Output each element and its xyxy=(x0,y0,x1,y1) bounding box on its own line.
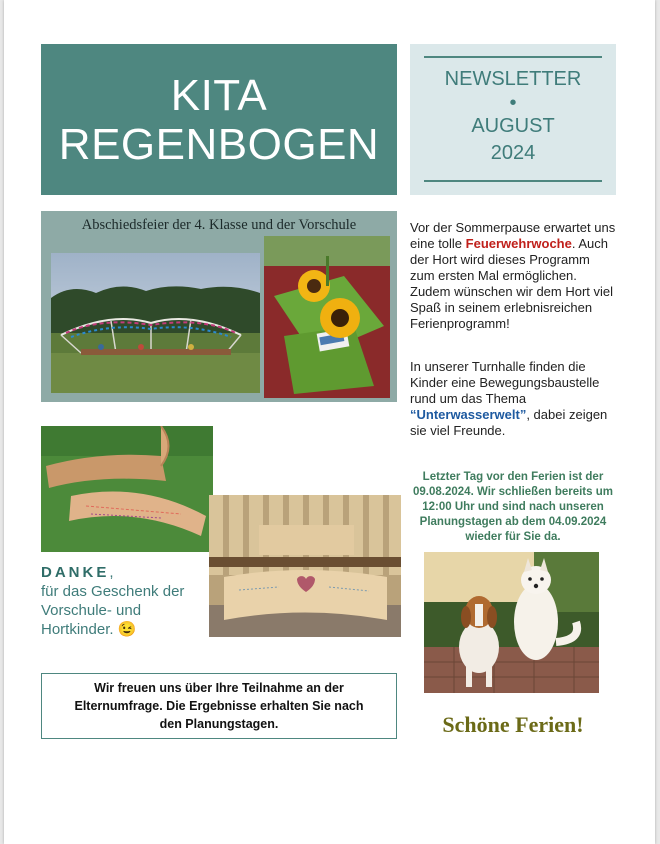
sunflower-1 xyxy=(298,270,330,302)
top-rule xyxy=(424,56,602,58)
paragraph-gym xyxy=(410,359,616,439)
survey-feedback-box xyxy=(41,673,397,739)
thanks-title: DANKE xyxy=(41,564,110,581)
closing-notice: Letzter Tag vor den Ferien ist der 09.08.2024. Wir schließen bereits um 12:00 Uhr und sind nach unseren Planungstagen ab dem 04.09.2024 wieder für Sie da. xyxy=(413,471,613,543)
paragraph-fire-week xyxy=(410,220,616,332)
gift-bench-illustration xyxy=(209,495,401,637)
thanks-text-wrap xyxy=(41,582,206,639)
paragraph1-text-start: Vor der Sommerpause erwartet uns eine tolle xyxy=(410,220,616,251)
separator-dot: • xyxy=(509,92,517,114)
dogs-photo xyxy=(424,552,599,693)
title-banner xyxy=(41,44,397,195)
paragraph2-text-start: In unserer Turnhalle finden die Kinder eine Bewegungsbaustelle rund um das Thema xyxy=(410,359,600,406)
thanks-block xyxy=(41,563,211,639)
paragraph1-text-end: . Auch der Hort wird dieses Programm zum ersten Mal ermöglichen. Zudem wünschen wir dem Hort viel Spaß in seinem erlebnisreichen Ferienprogramm! xyxy=(410,236,614,331)
newsletter-badge xyxy=(410,44,616,195)
gift-bench-photo xyxy=(209,495,401,637)
fire-week-highlight: Feuerwehrwoche xyxy=(465,236,572,251)
sunflower-table-photo xyxy=(264,236,390,398)
bottom-rule xyxy=(424,180,602,182)
sunflower-2 xyxy=(320,298,360,338)
survey-feedback-text: Wir freuen uns über Ihre Teilnahme an der Elternumfrage. Die Ergebnisse erhalten Sie nach den Planungstagen. xyxy=(74,681,364,731)
thanks-comma: , xyxy=(109,564,114,581)
newsletter-year: 2024 xyxy=(490,142,536,164)
dogs-illustration xyxy=(424,552,599,693)
sunflower-illustration xyxy=(264,236,390,398)
happy-holidays-text: Schöne Ferien! xyxy=(442,712,584,737)
newsletter-page xyxy=(4,0,655,844)
farewell-photo-panel xyxy=(41,211,397,402)
park-tent-illustration xyxy=(51,253,260,393)
newsletter-month: AUGUST xyxy=(471,115,555,137)
title-line-1: KITA xyxy=(170,70,268,120)
newsletter-label: NEWSLETTER xyxy=(444,68,582,90)
underwater-highlight: “Unterwasserwelt” xyxy=(410,407,527,422)
photo-caption: Abschiedsfeier der 4. Klasse und der Vorschule xyxy=(81,217,357,233)
wink-emoji-icon: 😉 xyxy=(117,621,137,638)
title-line-2: REGENBOGEN xyxy=(58,119,380,169)
thanks-text: für das Geschenk der Vorschule- und Hortkinder. xyxy=(41,583,185,638)
gift-board-photo xyxy=(41,426,213,552)
paragraph2-text-end: , dabei zeigen sie viel Freunde. xyxy=(410,407,608,438)
newsletter-label-group xyxy=(410,66,616,167)
gift-board-illustration xyxy=(41,426,213,552)
park-tent-photo xyxy=(51,253,260,393)
